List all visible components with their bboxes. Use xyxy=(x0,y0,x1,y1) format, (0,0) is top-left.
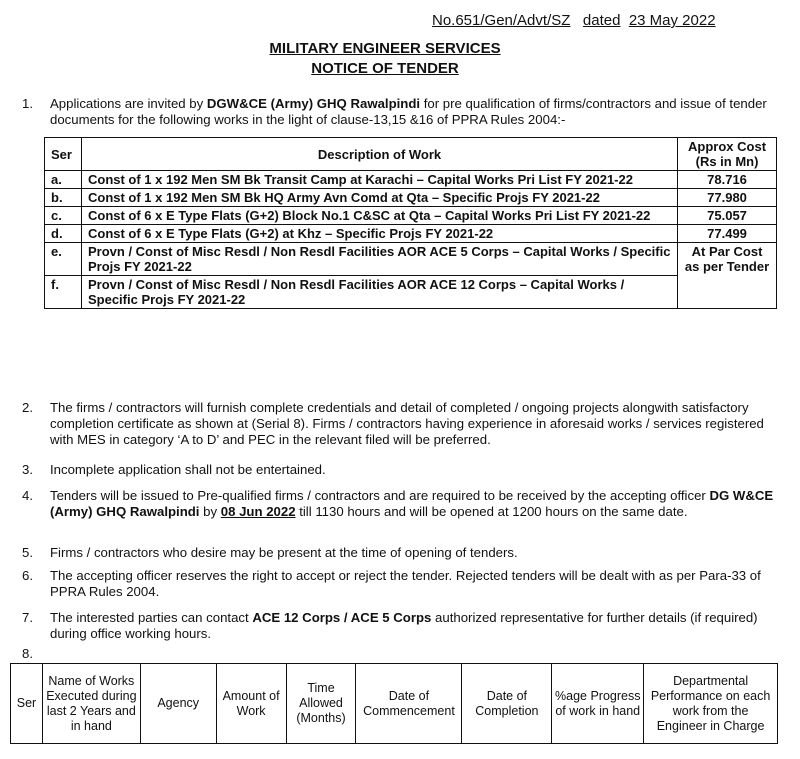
row-description: Const of 1 x 192 Men SM Bk HQ Army Avn Comd at Qta – Specific Projs FY 2021-22 xyxy=(81,189,677,207)
para-4-authority: DG W&CE (Army) GHQ Rawalpindi xyxy=(50,488,774,519)
para-6-text: The accepting officer reserves the right to accept or reject the tender. Rejected tenders will be dealt with as per Para-33 of PPRA Rules 2004. xyxy=(50,568,761,599)
row-ser: e. xyxy=(45,243,82,276)
row-ser: f. xyxy=(45,276,82,309)
row-description: Const of 6 x E Type Flats (G+2) Block No.1 C&SC at Qta – Capital Works Pri List FY 2021-22 xyxy=(81,207,677,225)
para-4-number: 4. xyxy=(22,488,33,503)
row-ser: d. xyxy=(45,225,82,243)
table-row xyxy=(45,207,777,225)
row-description: Const of 1 x 192 Men SM Bk Transit Camp at Karachi – Capital Works Pri List FY 2021-22 xyxy=(81,171,677,189)
row-cost: 75.057 xyxy=(678,207,777,225)
row-ser: a. xyxy=(45,171,82,189)
col-time-allowed: Time Allowed (Months) xyxy=(286,664,356,744)
col-name-of-works: Name of Works Executed during last 2 Years and in hand xyxy=(42,664,140,744)
row-cost: 77.499 xyxy=(678,225,777,243)
para-1-number: 1. xyxy=(22,96,33,111)
date-label: dated xyxy=(582,12,621,29)
header-approx-cost: Approx Cost (Rs in Mn) xyxy=(678,138,777,171)
para-7-text: The interested parties can contact ACE 12 Corps / ACE 5 Corps authorized representative for further details (if required) during office working hours. xyxy=(50,610,758,641)
para-5-text: Firms / contractors who desire may be present at the time of opening of tenders. xyxy=(50,545,518,560)
experience-table-header xyxy=(11,664,778,744)
col-date-of-commencement: Date of Commencement xyxy=(356,664,462,744)
row-description: Provn / Const of Misc Resdl / Non Resdl Facilities AOR ACE 12 Corps – Capital Works / Specific Projs FY 2021-22 xyxy=(81,276,677,309)
table-row xyxy=(45,225,777,243)
col-progress: %age Progress of work in hand xyxy=(552,664,644,744)
table-row xyxy=(45,276,777,309)
experience-table xyxy=(10,663,778,744)
table-row xyxy=(45,171,777,189)
row-description: Provn / Const of Misc Resdl / Non Resdl Facilities AOR ACE 5 Corps – Capital Works / Specific Projs FY 2021-22 xyxy=(81,243,677,276)
header-description: Description of Work xyxy=(81,138,677,171)
reference-date: 23 May 2022 xyxy=(628,12,716,29)
para-1-authority: DGW&CE (Army) GHQ Rawalpindi xyxy=(206,96,421,111)
para-7-number: 7. xyxy=(22,610,33,625)
para-2-text: The firms / contractors will furnish complete credentials and detail of completed / ongoing projects alongwith satisfactory completion certificate as shown at (Serial 8). Firms / contractors having experience in aforesaid works / services registered with MES in category ‘A to D’ and PEC in the relevant filed will be preferred. xyxy=(50,400,764,447)
para-4-text: Tenders will be issued to Pre-qualified firms / contractors and are required to be received by the accepting officer DG W&CE (Army) GHQ Rawalpindi by 08 Jun 2022 till 1130 hours and will be opened at 1200 hours on the same date. xyxy=(50,488,774,519)
tender-deadline: 08 Jun 2022 xyxy=(220,504,296,519)
row-ser: c. xyxy=(45,207,82,225)
table-row xyxy=(45,189,777,207)
row-ser: b. xyxy=(45,189,82,207)
row-cost: 77.980 xyxy=(678,189,777,207)
row-description: Const of 6 x E Type Flats (G+2) at Khz – Specific Projs FY 2021-22 xyxy=(81,225,677,243)
para-8-number: 8. xyxy=(22,646,33,661)
para-7-contacts: ACE 12 Corps / ACE 5 Corps xyxy=(252,610,432,625)
col-ser: Ser xyxy=(11,664,43,744)
para-5-number: 5. xyxy=(22,545,33,560)
reference-number: No.651/Gen/Advt/SZ xyxy=(432,12,571,29)
row-cost: 78.716 xyxy=(678,171,777,189)
para-3-text: Incomplete application shall not be entertained. xyxy=(50,462,326,477)
col-date-of-completion: Date of Completion xyxy=(462,664,552,744)
col-agency: Agency xyxy=(140,664,216,744)
col-amount-of-work: Amount of Work xyxy=(216,664,286,744)
merged-cost: At Par Cost as per Tender xyxy=(678,243,777,309)
para-6-number: 6. xyxy=(22,568,33,583)
reference-line xyxy=(432,12,716,29)
notice-title: NOTICE OF TENDER xyxy=(311,60,459,77)
works-table xyxy=(44,137,777,309)
para-1-text: Applications are invited by DGW&CE (Army) GHQ Rawalpindi for pre qualification of firms/contractors and issue of tender documents for the following works in the light of clause-13,15 &16 of PPRA Rules 2004:- xyxy=(50,96,767,127)
para-2-number: 2. xyxy=(22,400,33,415)
header-ser: Ser xyxy=(45,138,82,171)
para-3-number: 3. xyxy=(22,462,33,477)
col-departmental-performance: Departmental Performance on each work from the Engineer in Charge xyxy=(644,664,778,744)
org-name: MILITARY ENGINEER SERVICES xyxy=(269,40,501,57)
works-table-header xyxy=(45,138,777,171)
table-row xyxy=(45,243,777,276)
